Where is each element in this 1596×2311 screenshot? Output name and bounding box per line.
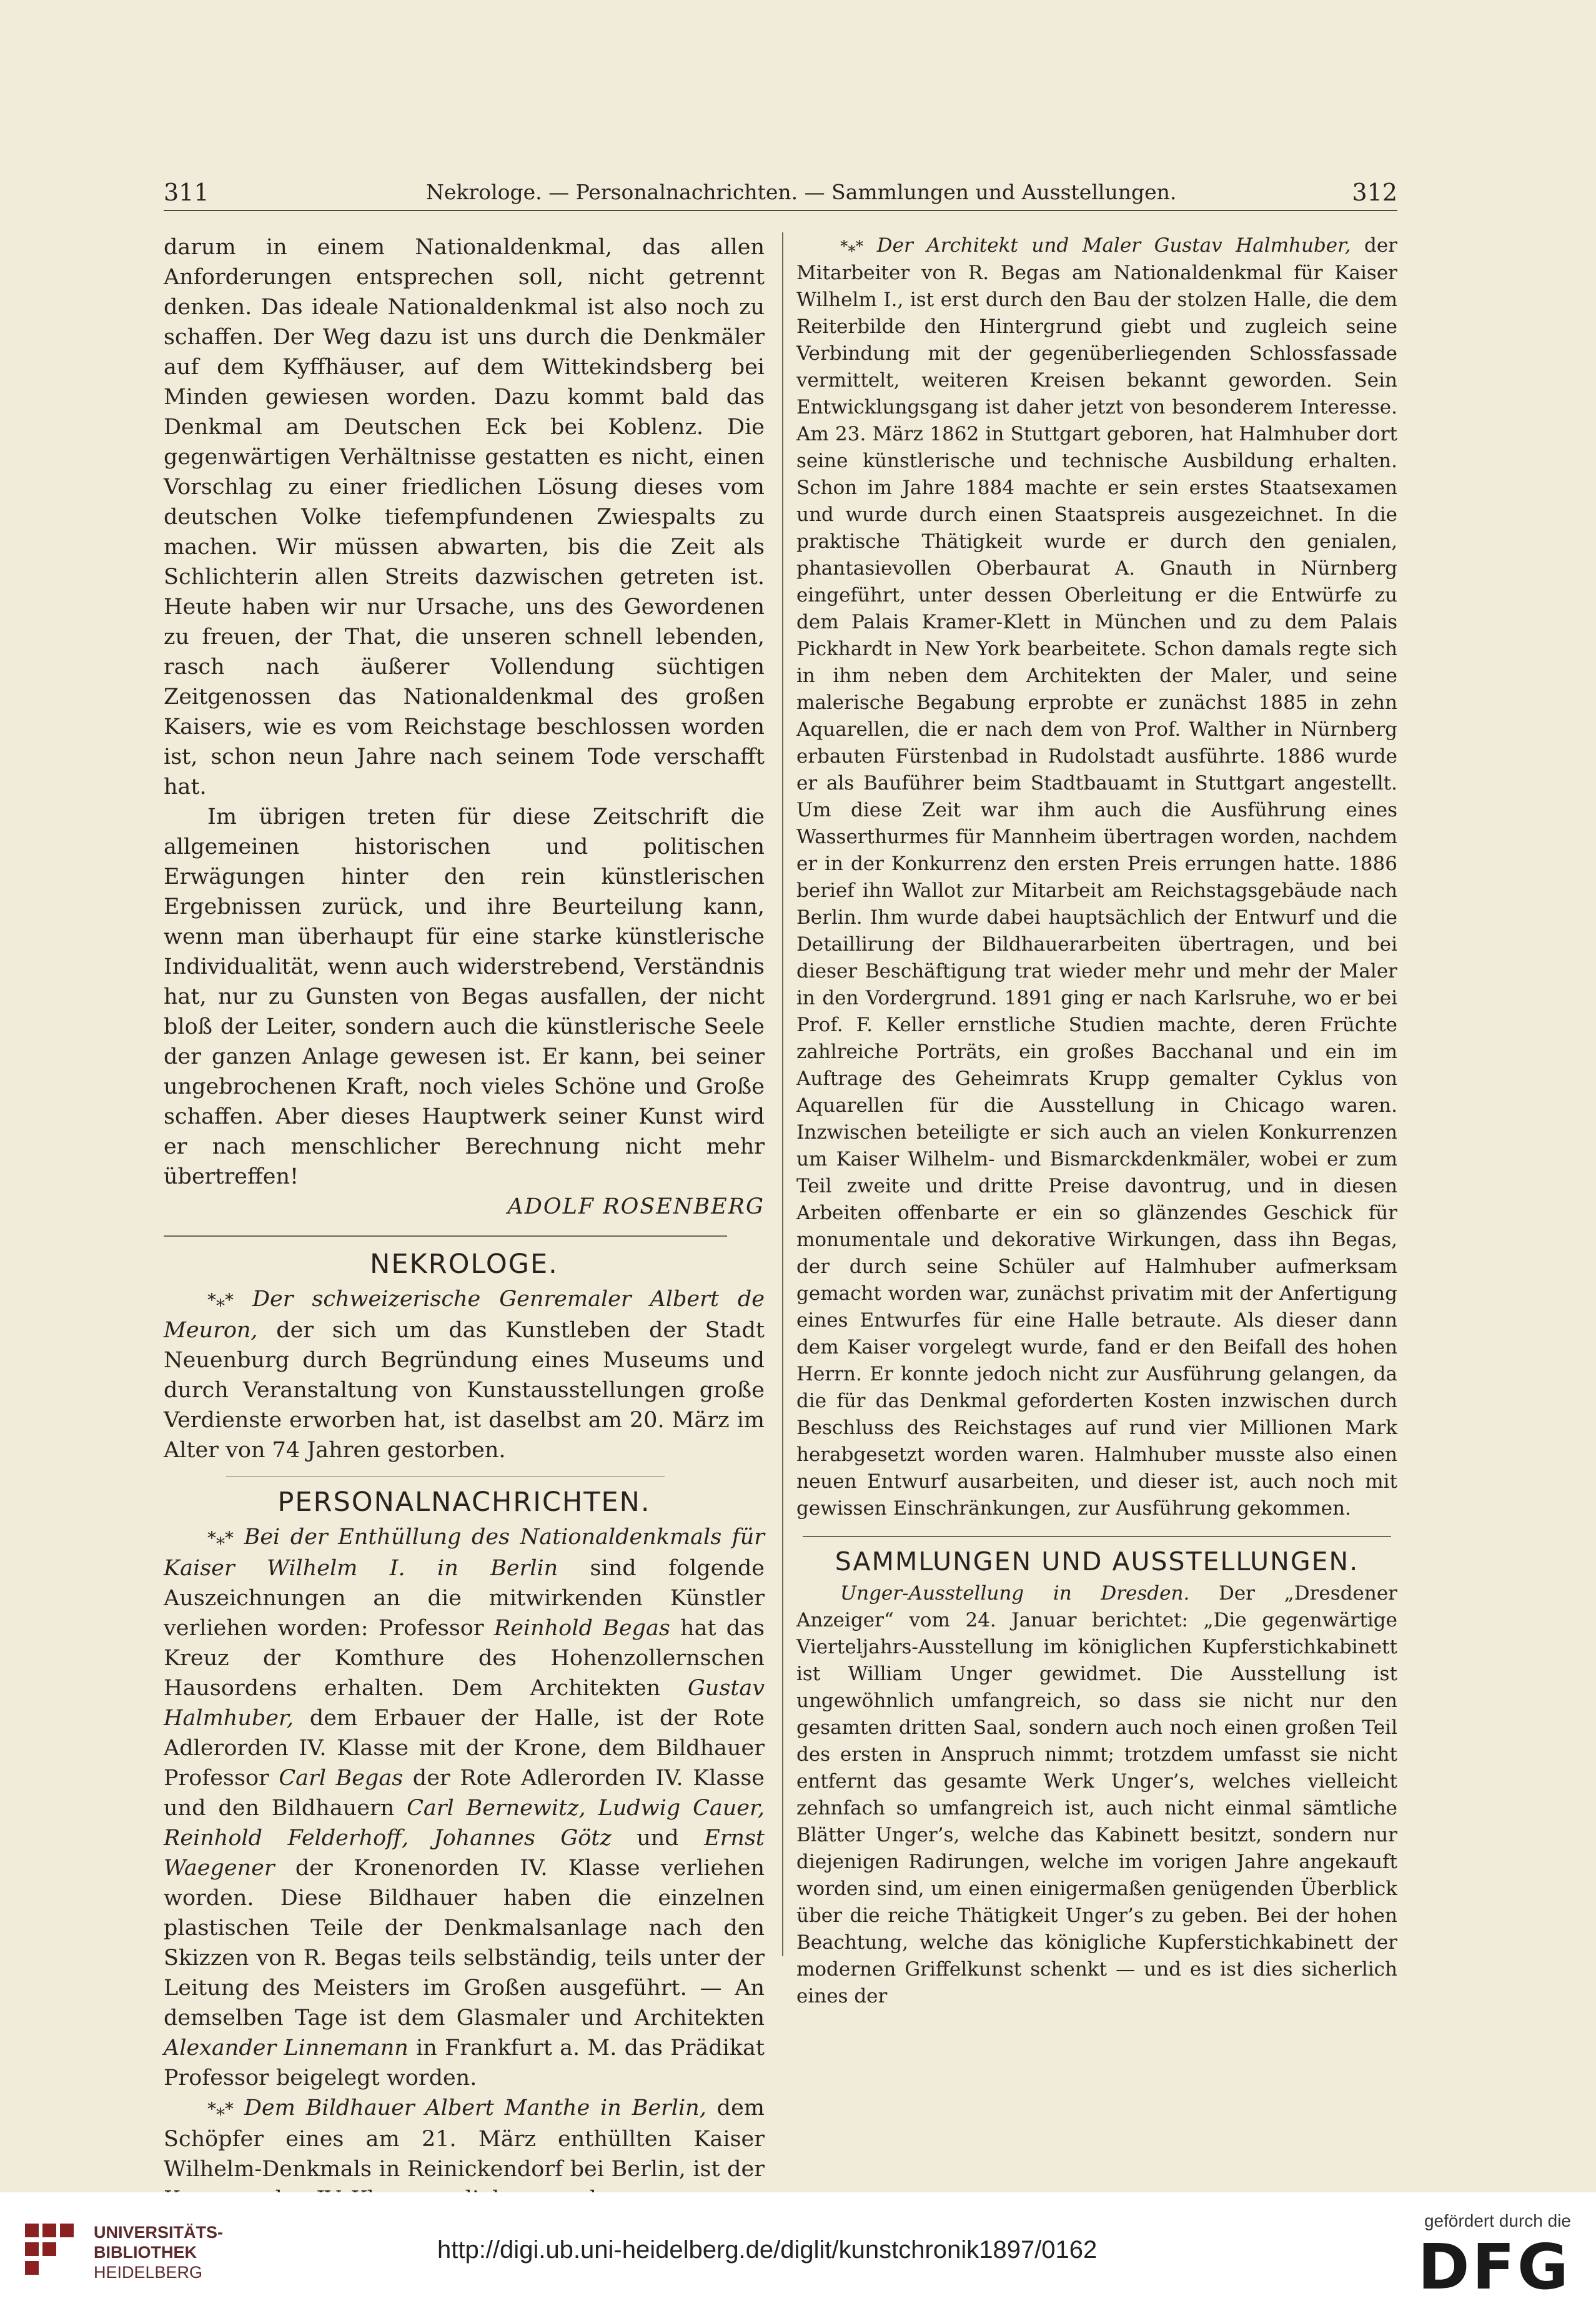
person-name: Gustav Halmhuber, bbox=[164, 1676, 765, 1731]
person-name: Carl Begas bbox=[279, 1766, 404, 1791]
news-text: der Rote Adlerorden IV. Klasse und den Bildhauern bbox=[164, 1766, 765, 1821]
person-name: Ernst Waegener bbox=[164, 1826, 765, 1881]
news-text: der Kronenorden IV. Klasse verliehen worden. Diese Bildhauer haben die einzelnen plastischen Teile der Denkmalsanlage nach den Skizzen von R. Begas teils selbständig, teils unter der Leitung des Meisters im Großen ausgeführt. — An demselben Tage ist dem Glasmaler und Architekten bbox=[164, 1856, 765, 2031]
obituary-entry bbox=[164, 1284, 765, 1465]
library-name-line: BIBLIOTHEK bbox=[94, 2243, 197, 2262]
person-name: Alexander Linnemann bbox=[164, 2036, 409, 2061]
news-lead: Bei der Enthüllung des Nationaldenkmals für Kaiser Wilhelm I. in Berlin bbox=[164, 1525, 765, 1581]
article-paragraph: Im übrigen treten für diese Zeitschrift die allgemeinen historischen und politischen Erwägungen hinter den rein künstlerischen Ergebnissen zurück, und ihre Beurteilung kann, wenn man überhaupt für eine starke künstlerische Individualität, wenn auch widerstrebend, Verständnis hat, nur zu Gunsten von Begas ausfallen, der nicht bloß der Leiter, sondern auch die künstlerische Seele der ganzen Anlage gewesen ist. Er kann, bei seiner ungebrochenen Kraft, noch vieles Schöne und Große schaffen. Aber dieses Hauptwerk seiner Kunst wird er nach menschlicher Berechnung nicht mehr übertreffen! bbox=[164, 804, 765, 1189]
column-rule bbox=[782, 232, 783, 1956]
article-paragraph: darum in einem Nationaldenkmal, das allen Anforderungen entsprechen soll, nicht getrennt denken. Das ideale Nationaldenkmal ist also noch zu schaffen. Der Weg dazu ist uns durch die Denkmäler auf dem Kyffhäuser, auf dem Wittekindsberg bei Minden gewiesen worden. Dazu kommt bald das Denkmal am Deutschen Eck bei Koblenz. Die gegenwärtigen Verhältnisse gestatten es nicht, einen Vorschlag zu einer friedlichen Lösung dieses vom deutschen Volke tiefempfundenen Zwiespalts zu machen. Wir müssen abwarten, bis die Zeit als Schlichterin allen Streits dazwischen getreten ist. Heute haben wir nur Ursache, uns des Gewordenen zu freuen, der That, die unseren schnell lebenden, rasch nach äußerer Vollendung süchtigen Zeitgenossen das Nationaldenkmal des großen Kaisers, wie es vom Reichstage beschlossen worden ist, schon neun Jahre nach seinem Tode verschafft hat. bbox=[164, 235, 765, 799]
asterism: *⁎* bbox=[207, 2099, 234, 2119]
asterism: *⁎* bbox=[207, 1528, 234, 1548]
library-name-line: UNIVERSITÄTS- bbox=[94, 2223, 224, 2242]
asterism: *⁎* bbox=[207, 1290, 234, 1310]
section-heading-sammlungen: SAMMLUNGEN UND AUSSTELLUNGEN. bbox=[835, 1546, 1359, 1576]
news-text: in Frankfurt a. M. das Prädikat Professor beigelegt worden. bbox=[164, 2036, 765, 2091]
news-text: sind folgende Auszeichnungen an die mitwirkenden Künstler verliehen worden: Professor bbox=[164, 1556, 765, 1641]
library-name bbox=[94, 2222, 223, 2282]
section-divider bbox=[803, 1536, 1391, 1537]
news-text: dem Erbauer der Halle, ist der Rote Adlerorden IV. Klasse mit der Krone, dem Bildhauer Professor bbox=[164, 1706, 765, 1791]
news-text: und bbox=[611, 1826, 705, 1851]
news-text: der Mitarbeiter von R. Begas am Nationaldenkmal für Kaiser Wilhelm I., ist erst durch den Bau der stolzen Halle, die dem Reiterbilde den Hintergrund giebt und zugleich seine Verbindung mit der gegenüberliegenden Schlossfassade vermittelt, weiteren Kreisen bekannt geworden. Sein Entwicklungsgang ist daher jetzt von besonderem Interesse. Am 23. März 1862 in Stuttgart geboren, hat Halmhuber dort seine künstlerische und technische Ausbildung erhalten. Schon im Jahre 1884 machte er sein erstes Staatsexamen und wurde durch einen Staatspreis ausgezeichnet. In die praktische Thätigkeit wurde er durch den genialen, phantasievollen Oberbaurat A. Gnauth in Nürnberg eingeführt, unter dessen Oberleitung er die Entwürfe zu dem Palais Kramer-Klett in München und zu dem Palais Pickhardt in New York bearbeitete. Schon damals regte sich in ihm neben dem Architekten der Maler, und seine malerische Begabung erprobte er zunächst 1885 in zehn Aquarellen, die er nach dem von Prof. Walther in Nürnberg erbauten Fürstenbad in Rudolstadt ausführte. 1886 wurde er als Bauführer beim Stadtbauamt in Stuttgart angestellt. Um diese Zeit war ihm auch die Ausführung eines Wasserthurmes für Mannheim übertragen worden, nachdem er in der Konkurrenz den ersten Preis errungen hatte. 1886 berief ihn Wallot zur Mitarbeit am Reichstagsgebäude nach Berlin. Ihm wurde dabei hauptsächlich der Entwurf und die Detaillirung der Bildhauerarbeiten übertragen, und bei dieser Beschäftigung trat wieder mehr und mehr der Maler in den Vordergrund. 1891 ging er nach Karlsruhe, wo er bei Prof. F. Keller ernstliche Studien machte, deren Früchte zahlreiche Porträts, ein großes Bacchanal und ein im Auftrage des Geheimrats Krupp gemalter Cyklus von Aquarellen für die Ausstellung in Chicago waren. Inzwischen beteiligte er sich auch an vielen Konkurrenzen um Kaiser Wilhelm- und Bismarckdenkmäler, wobei er zum Teil zweite und dritte Preise davontrug, und in diesen Arbeiten offenbarte er ein so glänzendes Geschick für monumentale und dekorative Wirkungen, dass ihn Begas, der durch seine Schüler auf Halmhuber aufmerksam gemacht worden war, zunächst privatim mit der Anfertigung eines Entwurfes für eine Halle betraute. Als dieser dann dem Kaiser vorgelegt wurde, fand er den Beifall des hohen Herrn. Er konnte jedoch nicht zur Ausführung gelangen, da die für das Denkmal geforderten Kosten inzwischen durch Beschluss des Reichstages auf rund vier Millionen Mark herabgesetzt worden waren. Halmhuber musste also einen neuen Entwurf ausarbeiten, und dieser ist, auch noch mit gewissen Einschränkungen, zur Ausführung gekommen. bbox=[796, 234, 1397, 1520]
news-text: hat das Kreuz der Komthure des Hohenzollernschen Hausordens erhalten. Dem Architekten bbox=[164, 1616, 765, 1701]
news-lead: Der Architekt und Maler Gustav Halmhuber, bbox=[876, 234, 1351, 257]
university-library-logo-icon bbox=[19, 2217, 81, 2286]
digitization-footer bbox=[0, 2192, 1596, 2311]
news-entry bbox=[796, 232, 1397, 1522]
page-number-left: 311 bbox=[164, 179, 209, 206]
permalink-url[interactable]: http://digi.ub.uni-heidelberg.de/diglit/kunstchronik1897/0162 bbox=[437, 2236, 1098, 2264]
left-column bbox=[164, 232, 765, 2214]
page-header bbox=[164, 172, 1397, 210]
news-text: dem Schöpfer eines am 21. März enthüllten Kaiser Wilhelm-Denkmals in Reinickendorf bei Berlin, ist der bbox=[164, 2096, 765, 2182]
person-name: Carl Bernewitz, Ludwig Cauer, Reinhold Felderhoff, Johannes Götz bbox=[164, 1796, 765, 1851]
section-divider bbox=[164, 1235, 727, 1237]
funding-caption: gefördert durch die bbox=[1424, 2211, 1571, 2230]
header-rule bbox=[164, 210, 1397, 211]
news-lead: Dem Bildhauer Albert Manthe in Berlin, bbox=[244, 2096, 706, 2120]
obituary-text: der sich um das Kunstleben der Stadt Neuenburg durch Begründung eines Museums und durch Veranstaltung von Kunstausstellungen große Verdienste erworben hat, ist daselbst am 20. März im Alter von 74 Jahren gestorben. bbox=[164, 1318, 765, 1463]
obituary-subject: Der schweizerische Genremaler Albert de Meuron, bbox=[164, 1287, 765, 1343]
exhibition-text: Der „Dresdener Anzeiger“ vom 24. Januar berichtet: „Die gegenwärtige Vierteljahrs-Ausstellung im königlichen Kupferstichkabinett ist William Unger gewidmet. Die Ausstellung ist ungewöhnlich umfangreich, so dass sie nicht nur den gesamten dritten Saal, sondern auch noch einen großen Teil des ersten in Anspruch nimmt; trotzdem umfasst sie nicht entfernt das gesamte Werk Unger’s, welches vielleicht zehnfach so umfangreich ist, auch nicht einmal sämtliche Blätter Unger’s, welche das Kabinett besitzt, sondern nur diejenigen Radirungen, welche im vorigen Jahre angekauft worden sind, um einen einigermaßen genügenden Überblick über die reiche Thätigkeit Unger’s zu geben. Bei der hohen Beachtung, welche das königliche Kupferstichkabinett der modernen Griffelkunst schenkt — und es ist dies sicherlich eines der bbox=[796, 1582, 1397, 2007]
news-entry bbox=[164, 1522, 765, 2093]
dfg-logo: DFG bbox=[1417, 2230, 1571, 2304]
author-signature: ADOLF ROSENBERG bbox=[507, 1194, 765, 1219]
asterism: *⁎* bbox=[840, 237, 864, 255]
exhibition-entry bbox=[796, 1580, 1397, 2010]
section-heading-nekrologe: NEKROLOGE. bbox=[370, 1249, 558, 1280]
right-column bbox=[796, 232, 1397, 2010]
running-title: Nekrologe. — Personalnachrichten. — Sammlungen und Ausstellungen. bbox=[426, 180, 1177, 204]
exhibition-lead: Unger-Ausstellung in Dresden. bbox=[840, 1582, 1190, 1605]
page-number-right: 312 bbox=[1352, 179, 1397, 206]
section-heading-personalnachrichten: PERSONALNACHRICHTEN. bbox=[277, 1487, 651, 1518]
library-name-line: HEIDELBERG bbox=[94, 2263, 203, 2282]
person-name: Reinhold Begas bbox=[493, 1616, 670, 1641]
